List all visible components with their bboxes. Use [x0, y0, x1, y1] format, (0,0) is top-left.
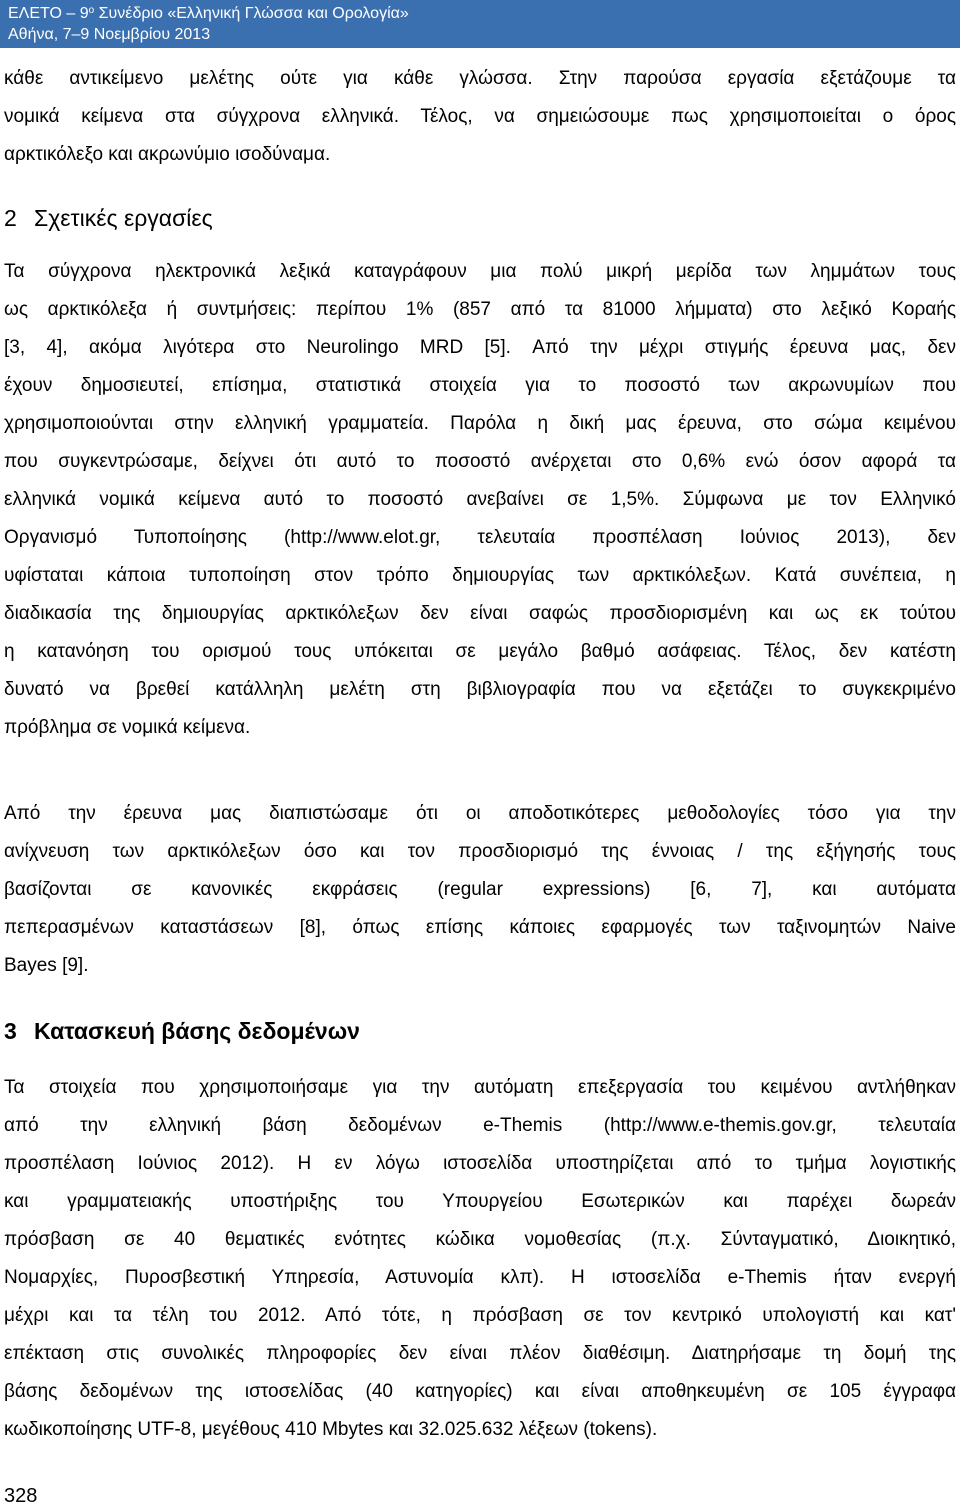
text-line: χρησιμοποιούνται στην ελληνική γραμματεία. Παρόλα η δική μας έρευνα, στο σώμα κειμένου — [4, 413, 956, 434]
text-line: βασίζονται σε κανονικές εκφράσεις (regular expressions) [6, 7], και αυτόματα — [4, 879, 956, 900]
text-line: προσπέλαση Ιούνιος 2012). Η εν λόγω ιστοσελίδα υποστηρίζεται από το τμήμα λογιστικής — [4, 1153, 956, 1174]
conference-header — [0, 0, 960, 48]
text-line: ανίχνευση των αρκτικόλεξων όσο και τον προσδιορισμό της έννοιας / της εξήγησής τους — [4, 841, 956, 862]
text-line: υφίσταται κάποια τυποποίηση στον τρόπο δημιουργίας των αρκτικόλεξων. Κατά συνέπεια, η — [4, 565, 956, 586]
text-line: Τα στοιχεία που χρησιμοποιήσαμε για την αυτόματη επεξεργασία του κειμένου αντλήθηκαν — [4, 1077, 956, 1098]
text-line: διαδικασία της δημιουργίας αρκτικόλεξων δεν είναι σαφώς προσδιορισμένη και ως εκ τούτου — [4, 603, 956, 624]
text-line: πεπερασμένων καταστάσεων [8], όπως επίσης κάποιες εφαρμογές των ταξινομητών Naive — [4, 917, 956, 938]
text-line: δυνατό να βρεθεί κατάλληλη μελέτη στη βιβλιογραφία που να εξετάζει το συγκεκριμένο — [4, 679, 956, 700]
text-line: βάσης δεδομένων της ιστοσελίδας (40 κατηγορίες) και είναι αποθηκευμένη σε 105 έγγραφα — [4, 1381, 956, 1402]
text-line: από την ελληνική βάση δεδομένων e-Themis (http://www.e-themis.gov.gr, τελευταία — [4, 1115, 956, 1136]
section-title: Σχετικές εργασίες — [34, 205, 213, 231]
section-number: 3 — [4, 1018, 17, 1044]
text-line: πρόσβαση σε 40 θεματικές ενότητες κώδικα νομοθεσίας (π.χ. Σύνταγματικό, Διοικητικό, — [4, 1229, 956, 1250]
section-heading-2 — [4, 203, 213, 233]
conference-title: ΕΛΕΤΟ – $9^o$ Συνέδριο «Ελληνική Γλώσσα και Ορολογία» — [8, 5, 409, 22]
conference-date: Αθήνα, 7–9 Νοεμβρίου 2013 — [8, 26, 211, 43]
text-line: πρόβλημα σε νομικά κείμενα. — [4, 717, 251, 738]
text-line: μέχρι και τα τέλη του 2012. Από τότε, η πρόσβαση σε τον κεντρικό υπολογιστή και κατ' — [4, 1305, 956, 1326]
intro-paragraph — [4, 60, 956, 174]
text-line: Νομαρχίες, Πυροσβεστική Υπηρεσία, Αστυνομία κλπ). Η ιστοσελίδα e-Themis ήταν ενεργή — [4, 1267, 956, 1288]
text-line: κωδικοποίησης UTF-8, μεγέθους 410 Mbytes και 32.025.632 λέξεων (tokens). — [4, 1419, 658, 1440]
page-number: 328 — [4, 1485, 38, 1507]
section-2-paragraph-1 — [4, 253, 956, 747]
section-number: 2 — [4, 205, 17, 231]
text-line: Οργανισμό Τυποποίησης (http://www.elot.gr, τελευταία προσπέλαση Ιούνιος 2013), δεν — [4, 527, 956, 548]
section-2-paragraph-2 — [4, 795, 956, 985]
text-line: επέκταση στις συνολικές πληροφορίες δεν είναι πλέον διαθέσιμη. Διατηρήσαμε τη δομή της — [4, 1343, 956, 1364]
section-title: Κατασκευή βάσης δεδομένων — [34, 1018, 360, 1044]
text-line: που συγκεντρώσαμε, δείχνει ότι αυτό το ποσοστό ανέρχεται στο 0,6% ενώ όσον αφορά τα — [4, 451, 956, 472]
text-line: έχουν δημοσιευτεί, επίσημα, στατιστικά στοιχεία για το ποσοστό των ακρωνυμίων που — [4, 375, 956, 396]
text-line: Τα σύγχρονα ηλεκτρονικά λεξικά καταγράφουν μια πολύ μικρή μερίδα των λημμάτων τους — [4, 261, 956, 282]
text-line: Bayes [9]. — [4, 955, 89, 976]
section-heading-3 — [4, 1016, 360, 1046]
text-line: ως αρκτικόλεξα ή συντμήσεις: περίπου 1% (857 από τα 81000 λήμματα) στο λεξικό Κοραής — [4, 299, 956, 320]
section-3-paragraph-1 — [4, 1069, 956, 1449]
text-line: κάθε αντικείμενο μελέτης ούτε για κάθε γλώσσα. Στην παρούσα εργασία εξετάζουμε τα — [4, 68, 956, 89]
text-line: αρκτικόλεξο και ακρωνύμιο ισοδύναμα. — [4, 144, 331, 165]
text-line: η κατανόηση του ορισμού τους υπόκειται σε μεγάλο βαθμό ασάφειας. Τέλος, δεν κατέστη — [4, 641, 956, 662]
text-line: νομικά κείμενα στα σύγχρονα ελληνικά. Τέλος, να σημειώσουμε πως χρησιμοποιείται ο όρος — [4, 106, 956, 127]
text-line: και γραμματειακής υποστήριξης του Υπουργείου Εσωτερικών και παρέχει δωρεάν — [4, 1191, 956, 1212]
text-line: [3, 4], ακόμα λιγότερα στο Neurolingo MRD [5]. Από την μέχρι στιγμής έρευνα μας, δεν — [4, 337, 956, 358]
text-line: ελληνικά νομικά κείμενα αυτό το ποσοστό ανεβαίνει σε 1,5%. Σύμφωνα με τον Ελληνικό — [4, 489, 956, 510]
text-line: Από την έρευνα μας διαπιστώσαμε ότι οι αποδοτικότερες μεθοδολογίες τόσο για την — [4, 803, 956, 824]
